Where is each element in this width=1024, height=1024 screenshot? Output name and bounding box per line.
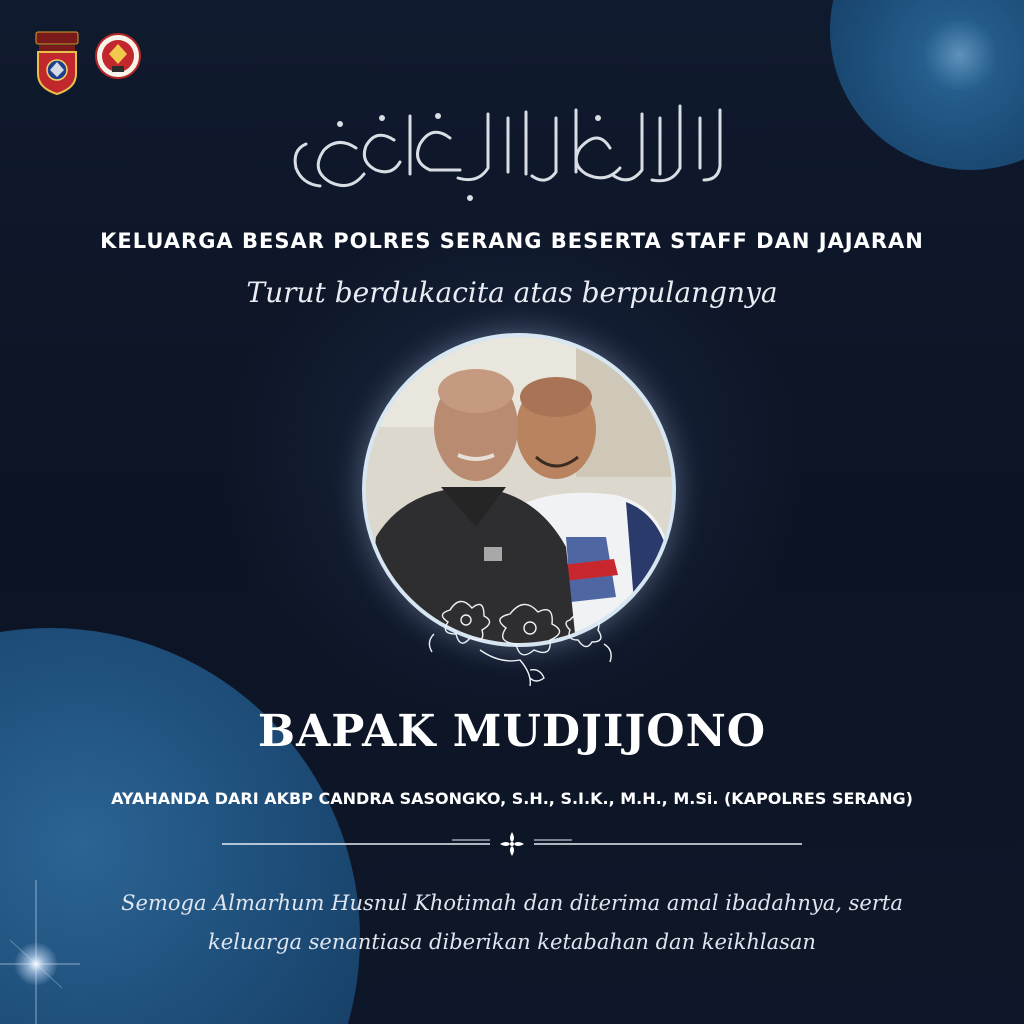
lens-flare [920,20,1000,90]
polres-serang-badge-icon [30,30,84,96]
police-emblem-icon [94,30,142,86]
prayer-line-1: Semoga Almarhum Husnul Khotimah dan diterima amal ibadahnya, serta [121,891,903,915]
floral-ornament-icon [420,590,620,690]
subtitle: Turut berdukacita atas berpulangnya [246,276,778,309]
prayer-line-2: keluarga senantiasa diberikan ketabahan dan keikhlasan [208,930,816,954]
ornament-divider-icon [222,830,802,858]
decorative-orb-top-right [830,0,1024,170]
deceased-name: BAPAK MUDJIJONO [257,706,767,757]
family-line: KELUARGA BESAR POLRES SERANG BESERTA STAFF DAN JAJARAN [100,229,924,253]
relation-line: AYAHANDA DARI AKBP CANDRA SASONGKO, S.H., S.I.K., M.H., M.Si. (KAPOLRES SERANG) [111,789,913,808]
arabic-calligraphy-inna-lillahi-icon [280,88,740,208]
prayer-text [100,884,924,962]
